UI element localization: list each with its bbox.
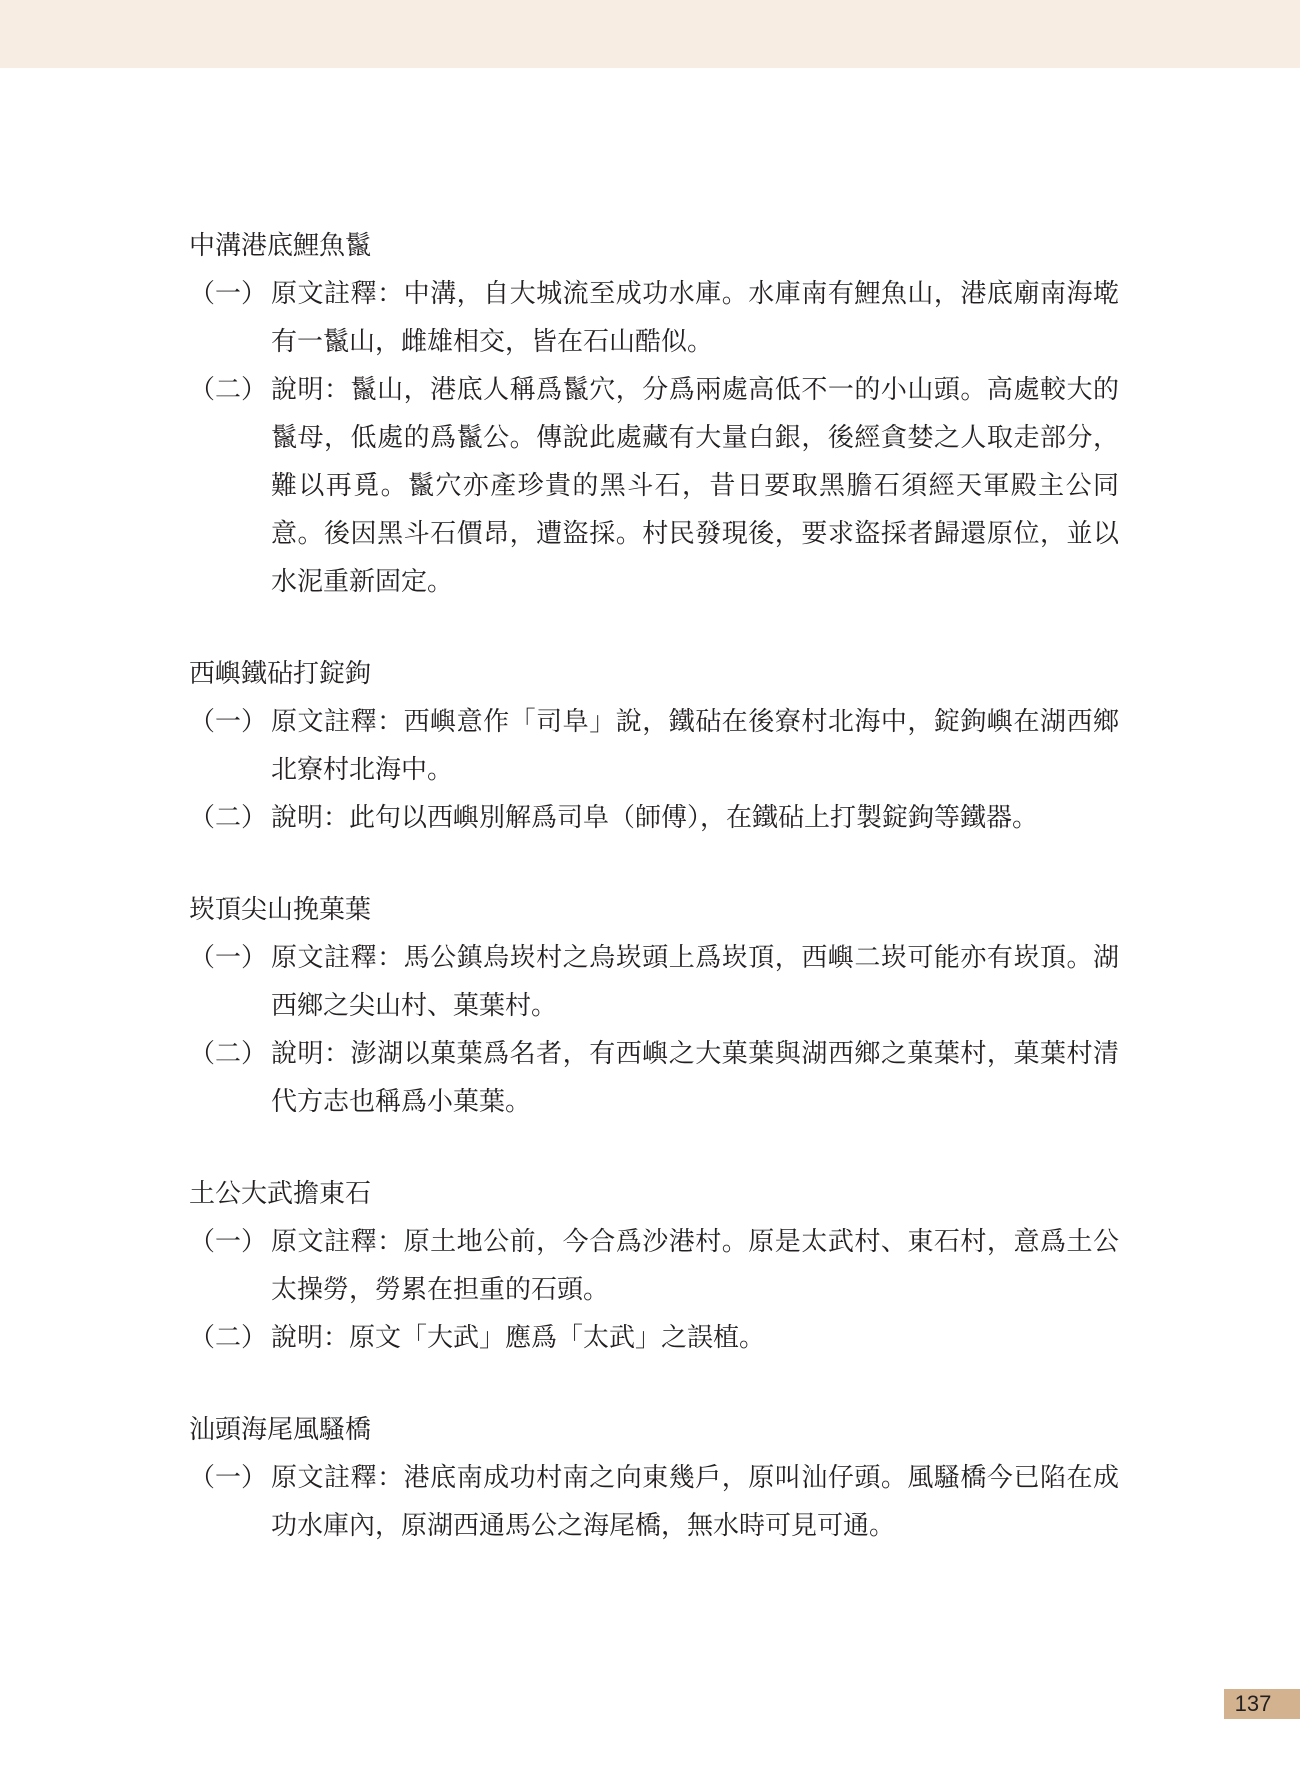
item-number: （二） [189,375,268,405]
list-item [189,794,1119,842]
item-text: 說明：澎湖以菓葉爲名者，有西嶼之大菓葉與湖西鄉之菓葉村，菓葉村清代方志也稱爲小菓葉。 [271,1039,1119,1117]
item-number: （二） [189,1323,268,1353]
section-heading: 西嶼鐵砧打錠鉤 [189,659,372,689]
item-number: （二） [189,803,268,833]
section-tugong [189,1170,1119,1362]
item-number: （一） [189,1463,268,1493]
section-heading: 汕頭海尾風騷橋 [189,1415,372,1445]
list-item [189,1314,1119,1362]
list-item [189,1030,1119,1126]
list-item [189,934,1119,1030]
section-heading: 崁頂尖山挽菓葉 [189,895,372,925]
item-text: 原文註釋：港底南成功村南之向東幾戶，原叫汕仔頭。風騷橋今已陷在成功水庫內，原湖西通馬公之海尾橋，無水時可見可通。 [271,1463,1119,1541]
list-item [189,1218,1119,1314]
item-text: 原文註釋：西嶼意作「司阜」說，鐵砧在後寮村北海中，錠鉤嶼在湖西鄉北寮村北海中。 [271,707,1119,785]
section-shantou [189,1406,1119,1550]
header-band [0,0,1300,68]
item-number: （一） [189,279,268,309]
page-number: 137 [1234,1691,1272,1716]
section-liyu [189,222,1119,606]
list-item [189,1454,1119,1550]
item-text: 原文註釋：馬公鎮烏崁村之烏崁頭上爲崁頂，西嶼二崁可能亦有崁頂。湖西鄉之尖山村、菓葉村。 [271,943,1119,1021]
item-text: 說明：原文「大武」應爲「太武」之誤植。 [271,1323,766,1353]
item-text: 原文註釋：中溝，自大城流至成功水庫。水庫南有鯉魚山，港底廟南海墘有一鬣山，雌雄相交，皆在石山酷似。 [271,279,1119,357]
item-text: 說明：此句以西嶼別解爲司阜（師傅），在鐵砧上打製錠鉤等鐵器。 [271,803,1039,833]
list-item [189,366,1119,606]
list-item [189,698,1119,794]
section-kanding [189,886,1119,1126]
item-text: 原文註釋：原土地公前，今合爲沙港村。原是太武村、東石村，意爲土公太操勞，勞累在担重的石頭。 [271,1227,1119,1305]
section-xiyu [189,650,1119,842]
item-number: （一） [189,943,268,973]
item-number: （一） [189,1227,268,1257]
section-heading: 土公大武擔東石 [189,1179,372,1209]
section-heading: 中溝港底鯉魚鬣 [189,231,372,261]
item-number: （一） [189,707,268,737]
list-item [189,270,1119,366]
item-text: 說明：鬣山，港底人稱爲鬣穴，分爲兩處高低不一的小山頭。高處較大的鬣母，低處的爲鬣公。傳說此處藏有大量白銀，後經貪婪之人取走部分，難以再覓。鬣穴亦產珍貴的黑斗石，昔日要取黑膽石須經天軍殿主公同意。後因黑斗石價昂，遭盜採。村民發現後，要求盜採者歸還原位，並以水泥重新固定。 [271,375,1119,597]
item-number: （二） [189,1039,268,1069]
page-content [189,222,1119,1594]
